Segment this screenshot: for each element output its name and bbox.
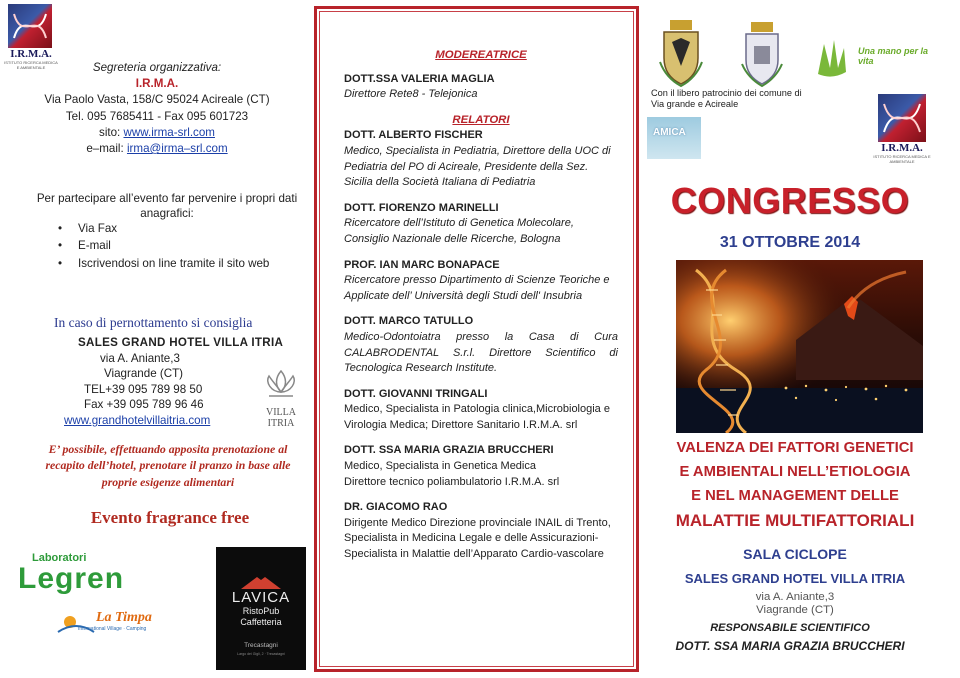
viagrande-crest-icon	[738, 20, 786, 88]
relatore-item	[344, 443, 618, 490]
irma-logo-name: I.R.M.A.	[881, 142, 923, 154]
villa-itria-logo	[252, 368, 310, 429]
lavica-name: LAVICA	[231, 589, 291, 606]
legren-line1: Laboratori	[32, 552, 87, 564]
acireale-crest-icon	[656, 18, 706, 88]
email-link[interactable]: irma@irma–srl.com	[126, 142, 228, 156]
hotel-tel: TEL+39 095 789 98 50	[84, 382, 203, 396]
segreteria-address: Via Paolo Vasta, 158/C 95024 Acireale (CT)	[44, 93, 270, 107]
theme-line: E NEL MANAGEMENT DELLE	[691, 488, 899, 505]
etna-dna-image	[676, 260, 923, 433]
relatore-name: PROF. IAN MARC BONAPACE	[344, 258, 500, 271]
relatore-desc: Medico, Specialista in Genetica Medica Direttore tecnico poliambulatorio I.R.M.A. srl	[344, 460, 560, 488]
hand-icon	[810, 34, 856, 80]
legren-logo	[18, 552, 130, 600]
relatore-item	[344, 314, 618, 376]
patrocinio-line1: Con il libero patrocinio dei comune di	[651, 88, 802, 98]
moderatrice-desc: Direttore Rete8 - Telejonica	[344, 88, 478, 101]
lavica-logo	[216, 547, 306, 670]
hotel-fax: Fax +39 095 789 96 46	[84, 398, 204, 412]
amica-logo	[647, 117, 701, 159]
relatore-item	[344, 500, 618, 562]
patrocinio-text	[651, 88, 802, 109]
list-item: • E-mail	[58, 237, 269, 254]
venue-hotel: SALES GRAND HOTEL VILLA ITRIA	[684, 571, 906, 586]
lavica-line1: RistoPub	[242, 606, 280, 616]
relatore-item	[344, 201, 618, 248]
theme-line: MALATTIE MULTIFATTORIALI	[675, 510, 915, 530]
relatori-heading: RELATORI	[452, 113, 510, 126]
relatore-desc: Ricercatore presso Dipartimento di Scienze Teoriche e Applicate dell’ Università degli Studi dell' Insubria	[344, 274, 610, 302]
irma-logo-right	[872, 94, 932, 164]
una-mano-text: Una mano per la vita	[858, 46, 929, 66]
volcano-icon	[241, 575, 281, 589]
relatore-name: DOTT. ALBERTO FISCHER	[344, 129, 483, 142]
segreteria-org: I.R.M.A.	[135, 77, 179, 91]
segreteria-site-row	[30, 125, 284, 141]
relatore-name: DOTT. SSA MARIA GRAZIA BRUCCHERI	[344, 444, 554, 457]
relatore-desc: Medico, Specialista in Pediatria, Direttore della UOC di Pediatria del PO di Acireale, Presidente della Sez. Sicilia della Società Italiana di Pediatria	[344, 144, 611, 189]
latimpa-logo	[56, 610, 176, 656]
irma-logo-sub: ISTITUTO RICERCA MEDICA E AMBIENTALE	[873, 154, 931, 164]
hotel-city: Viagrande (CT)	[104, 367, 184, 381]
resp-name: DOTT. SSA MARIA GRAZIA BRUCCHERI	[675, 639, 905, 653]
registration-methods	[58, 220, 269, 272]
fleur-icon	[261, 368, 301, 402]
relatore-item	[344, 258, 618, 305]
latimpa-sub: International Village · Camping	[78, 626, 147, 632]
segreteria-email-row	[30, 141, 284, 157]
relatore-name: DOTT. FIORENZO MARINELLI	[344, 201, 499, 214]
theme-line: VALENZA DEI FATTORI GENETICI	[676, 440, 914, 456]
una-mano-logo	[810, 34, 938, 82]
hotel-name: SALES GRAND HOTEL VILLA ITRIA	[78, 336, 284, 349]
amica-text: AMICA	[653, 127, 686, 138]
theme-line: E AMBIENTALI NELL’ETIOLOGIA	[679, 464, 911, 481]
irma-logo-sub: ISTITUTO RICERCA MEDICA E AMBIENTALE	[4, 60, 58, 70]
dna-icon	[878, 94, 926, 142]
venue-street: via A. Aniante,3	[755, 591, 835, 603]
congress-theme	[660, 436, 930, 533]
moderatrice-block	[344, 72, 618, 103]
resp-label: RESPONSABILE SCIENTIFICO	[710, 622, 870, 634]
segreteria-phone: Tel. 095 7685411 - Fax 095 601723	[65, 109, 249, 123]
venue-address	[700, 591, 890, 618]
email-label: e–mail:	[86, 142, 127, 156]
relatore-desc: Medico-Odontoiatra presso la Casa di Cura CALABRODENTAL S.r.l. Direttore Scientifico di Tecnologica Research Institute.	[344, 330, 618, 375]
relatore-desc: Medico, Specialista in Patologia clinica,Microbiologia e Virologia Medica; Direttore Sanitario I.R.M.A. srl	[344, 403, 610, 431]
venue-city: Viagrande (CT)	[756, 604, 834, 617]
latimpa-name: La Timpa	[96, 610, 152, 625]
legren-line2: Legren	[18, 562, 125, 595]
relatore-name: DR. GIACOMO RAO	[344, 501, 448, 514]
pranzo-note: E’ possibile, effettuando apposita prenotazione al recapito dell’hotel, prenotare il pranzo in base alle proprie esigenze alimentari	[45, 442, 291, 489]
relatore-item	[344, 128, 618, 190]
relatore-desc: Ricercatore dell’Istituto di Genetica Molecolare, Consiglio Nazionale delle Ricerche, Bologna	[344, 217, 574, 245]
segreteria-block	[30, 60, 284, 157]
site-link[interactable]: www.irma-srl.com	[123, 125, 215, 139]
sun-icon	[56, 610, 96, 636]
relatore-name: DOTT. MARCO TATULLO	[344, 315, 474, 328]
venue-room: SALA CICLOPE	[743, 546, 847, 562]
lavica-line2: Caffetteria	[240, 617, 282, 627]
hotel-street: via A. Aniante,3	[100, 351, 180, 365]
pernottamento-text: In caso di pernottamento si consiglia	[54, 315, 253, 330]
event-date: 31 OTTOBRE 2014	[719, 234, 861, 251]
moderatrice-heading: MODEREATRICE	[435, 49, 527, 61]
partecipare-text: Per partecipare all’evento far pervenire i propri dati anagrafici:	[36, 192, 298, 220]
dna-icon	[8, 4, 52, 48]
hotel-block	[58, 335, 283, 429]
relatore-desc: Dirigente Medico Direzione provinciale INAIL di Trento, Specialista in Medicina Legale e delle Assicurazioni- Specialista in Malattie dell’Apparato Cardio-vascolare	[344, 516, 611, 561]
event-title: CONGRESSO	[670, 180, 910, 221]
hotel-site-link[interactable]: www.grandhotelvillaitria.com	[64, 413, 211, 427]
site-label: sito:	[99, 125, 124, 139]
patrocinio-line2: Via grande e Acireale	[651, 98, 739, 109]
lavica-city: Trecastagni	[244, 642, 278, 649]
list-item: • Via Fax	[58, 220, 269, 237]
list-item: • Iscrivendosi on line tramite il sito web	[58, 255, 269, 272]
speakers-panel	[344, 48, 618, 573]
moderatrice-name: DOTT.SSA VALERIA MAGLIA	[344, 72, 495, 85]
segreteria-title: Segreteria organizzativa:	[92, 61, 222, 74]
fragrance-free-note: Evento fragrance free	[90, 508, 250, 527]
relatore-item	[344, 387, 618, 434]
irma-logo	[4, 4, 58, 70]
irma-logo-name: I.R.M.A.	[10, 48, 52, 60]
relatore-name: DOTT. GIOVANNI TRINGALI	[344, 387, 488, 400]
villa-logo-text: VILLA ITRIA	[266, 407, 296, 429]
lavica-address: Largo dei Gigli, 2 · Trecastagni	[237, 652, 285, 656]
